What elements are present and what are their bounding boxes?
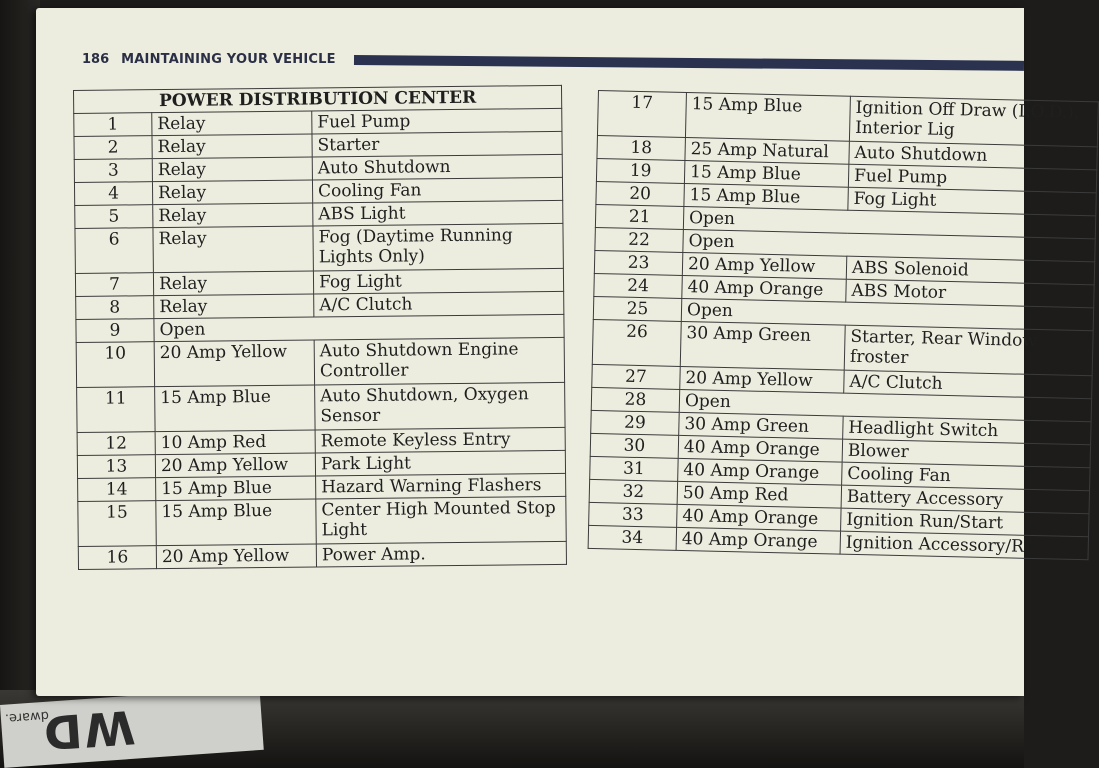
fuse-number: 16 [78,546,156,570]
fuse-rating: 40 Amp Orange [676,527,840,554]
fuse-rating: 20 Amp Yellow [155,453,315,478]
fuse-rating: 20 Amp Yellow [154,340,314,387]
table-surface-left [0,0,40,768]
fuse-rating: Relay [153,226,313,273]
fuse-rating: 40 Amp Orange [678,435,842,462]
fuse-number: 32 [589,479,677,504]
fuse-number: 34 [588,525,676,550]
fuse-circuit: Fog Light [848,187,1096,216]
fuse-rating: 40 Amp Orange [677,504,841,531]
fuse-rating: 20 Amp Yellow [680,366,844,393]
fuse-number: 7 [75,273,153,297]
fuse-number: 33 [589,502,677,527]
fuse-rating: Relay [154,294,314,319]
fuse-number: 20 [596,181,684,206]
fuse-circuit: Auto Shutdown [312,154,562,180]
fuse-circuit: Auto Shutdown, Oxygen Sensor [315,382,565,430]
fuse-number: 27 [592,364,680,389]
fuse-circuit: Blower [842,439,1090,468]
fuse-circuit: Starter, Rear Window froster [844,325,1093,376]
fuse-number: 9 [76,319,154,343]
fuse-number: 1 [74,113,152,137]
fuse-circuit: Starter [312,131,562,157]
fuse-rating: 10 Amp Red [155,430,315,455]
fuse-rating: 15 Amp Blue [156,499,316,546]
fuse-number: 17 [597,91,686,138]
fuse-rating: Relay [152,111,312,136]
fuse-number: 10 [76,342,154,388]
fuse-number: 14 [78,478,156,502]
fuse-circuit: Auto Shutdown [849,141,1097,170]
fuse-circuit: ABS Light [313,200,563,226]
fuse-circuit: Headlight Switch [843,416,1091,445]
fuse-rating: Relay [152,157,312,182]
fuse-circuit: Ignition Run/Start [841,508,1089,537]
fuse-circuit: A/C Clutch [314,291,564,317]
fuse-number: 6 [75,228,153,274]
fuse-rating: 15 Amp Blue [685,93,850,142]
fuse-number: 11 [77,387,155,433]
fuse-number: 5 [75,205,153,229]
fuse-circuit: Fuel Pump [848,164,1096,193]
fuse-rating: Relay [153,271,313,296]
fuse-circuit: Cooling Fan [842,462,1090,491]
header-rule [354,55,1024,71]
fuse-rating: Open [683,206,1095,238]
fuse-rating: 50 Amp Red [677,481,841,508]
fuse-number: 12 [77,432,155,456]
fuse-rating: Open [154,314,564,341]
fuse-rating: Relay [152,180,312,205]
page-header [82,52,336,67]
fuse-number: 23 [594,250,682,275]
fuse-rating: 15 Amp Blue [156,476,316,501]
fuse-number: 31 [590,456,678,481]
fuse-rating: 40 Amp Orange [678,458,842,485]
fuse-number: 2 [74,136,152,160]
table-row [77,382,565,432]
table-title: POWER DISTRIBUTION CENTER [74,85,562,113]
manual-page [36,8,1080,696]
fuse-number: 21 [595,204,683,229]
fuse-circuit: Fog (Daytime Running Lights Only) [313,223,563,271]
fuse-number: 26 [592,319,681,366]
fuse-rating: 20 Amp Yellow [682,252,846,279]
fuse-number: 28 [591,387,679,412]
table-row [76,337,564,387]
table-row [78,496,566,546]
fuse-number: 3 [74,159,152,183]
fuse-number: 22 [595,227,683,252]
fuse-rating: 20 Amp Yellow [156,544,316,569]
fuse-circuit: Park Light [315,450,565,476]
fuse-circuit: ABS Solenoid [846,256,1094,285]
fuse-number: 19 [596,158,684,183]
fuse-circuit: Ignition Accessory/R [840,531,1088,560]
scrap-big-text: WD [40,699,137,761]
fuse-circuit: Hazard Warning Flashers [316,473,566,499]
fuse-circuit: Battery Accessory [841,485,1089,514]
fuse-rating: Open [679,389,1091,421]
power-distribution-table [73,85,567,570]
fuse-number: 4 [74,182,152,206]
page-number: 186 [82,52,110,67]
fuse-rating: 25 Amp Natural [685,137,849,164]
table-row [78,541,566,569]
fuse-rating: 40 Amp Orange [682,275,846,302]
fuse-circuit: Power Amp. [316,541,566,567]
fuse-rating: 15 Amp Blue [684,183,848,210]
fuse-circuit: Fog Light [313,268,563,294]
fuse-rating: 15 Amp Blue [684,160,848,187]
section-title: MAINTAINING YOUR VEHICLE [121,52,336,67]
fuse-rating: 15 Amp Blue [155,385,315,432]
fuse-circuit: Center High Mounted Stop Light [316,496,566,544]
fuse-rating: Open [683,229,1095,261]
fuse-rating: Open [681,298,1093,330]
table-row [75,223,563,273]
fuse-number: 18 [597,135,685,160]
fuse-rating: Relay [153,203,313,228]
fuse-number: 15 [78,501,156,547]
fuse-circuit: Fuel Pump [312,108,562,134]
fuse-circuit: Cooling Fan [312,177,562,203]
fuse-circuit: Ignition Off Draw (I.O.D.), Interior Lig [849,96,1098,147]
fuse-circuit: ABS Motor [846,279,1094,308]
fuse-number: 24 [594,273,682,298]
fuse-number: 25 [593,296,681,321]
fuse-rating: Relay [152,134,312,159]
fuse-rating: 30 Amp Green [680,321,845,370]
fuse-number: 30 [590,433,678,458]
fuse-number: 13 [77,455,155,479]
fuse-rating: 30 Amp Green [679,412,843,439]
fuse-circuit: Remote Keyless Entry [315,427,565,453]
fuse-continuation-table [588,90,1099,560]
fuse-circuit: Auto Shutdown Engine Controller [314,337,564,385]
fuse-circuit: A/C Clutch [844,370,1092,399]
scrap-small-text: dware. [4,707,50,726]
fuse-number: 8 [76,296,154,320]
fuse-number: 29 [591,410,679,435]
